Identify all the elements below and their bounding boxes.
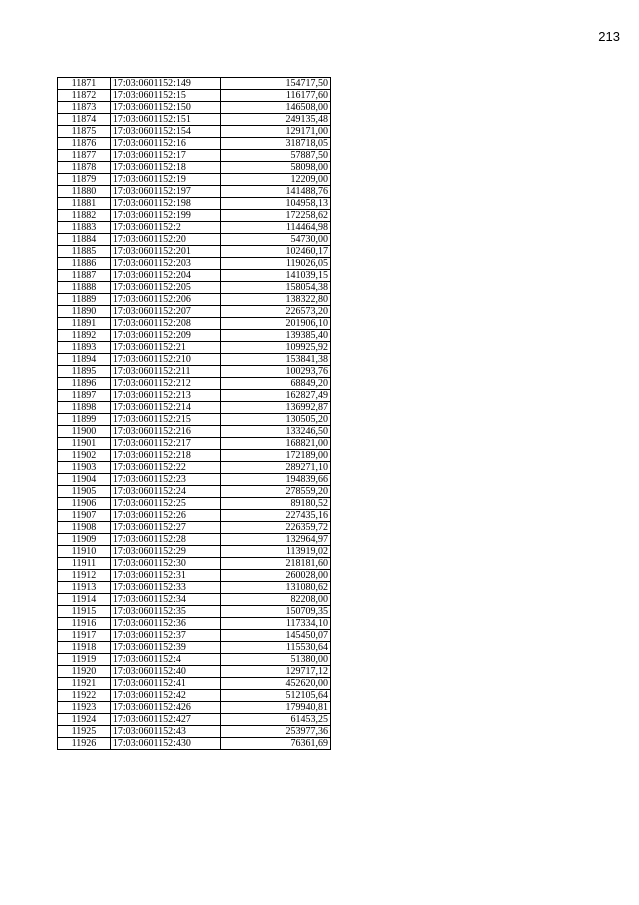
value-cell: 61453,25	[220, 714, 330, 726]
table-row	[58, 462, 331, 474]
table-row	[58, 414, 331, 426]
cadastral-number-cell: 17:03:0601152:209	[110, 330, 220, 342]
cadastral-number-cell: 17:03:0601152:25	[110, 498, 220, 510]
table-row	[58, 438, 331, 450]
value-cell: 179940,81	[220, 702, 330, 714]
table-row	[58, 366, 331, 378]
cadastral-number-cell: 17:03:0601152:43	[110, 726, 220, 738]
value-cell: 318718,05	[220, 138, 330, 150]
value-cell: 141039,15	[220, 270, 330, 282]
row-number-cell: 11872	[58, 90, 111, 102]
row-number-cell: 11895	[58, 366, 111, 378]
value-cell: 104958,13	[220, 198, 330, 210]
table-row	[58, 714, 331, 726]
value-cell: 162827,49	[220, 390, 330, 402]
row-number-cell: 11898	[58, 402, 111, 414]
row-number-cell: 11871	[58, 78, 111, 90]
row-number-cell: 11914	[58, 594, 111, 606]
table-row	[58, 222, 331, 234]
table-row	[58, 174, 331, 186]
cadastral-number-cell: 17:03:0601152:426	[110, 702, 220, 714]
table-row	[58, 594, 331, 606]
row-number-cell: 11910	[58, 546, 111, 558]
row-number-cell: 11897	[58, 390, 111, 402]
cadastral-number-cell: 17:03:0601152:210	[110, 354, 220, 366]
value-cell: 113919,02	[220, 546, 330, 558]
cadastral-number-cell: 17:03:0601152:149	[110, 78, 220, 90]
row-number-cell: 11919	[58, 654, 111, 666]
value-cell: 51380,00	[220, 654, 330, 666]
cadastral-number-cell: 17:03:0601152:201	[110, 246, 220, 258]
cadastral-number-cell: 17:03:0601152:39	[110, 642, 220, 654]
cadastral-number-cell: 17:03:0601152:19	[110, 174, 220, 186]
table-row	[58, 606, 331, 618]
cadastral-number-cell: 17:03:0601152:22	[110, 462, 220, 474]
row-number-cell: 11909	[58, 534, 111, 546]
row-number-cell: 11884	[58, 234, 111, 246]
row-number-cell: 11925	[58, 726, 111, 738]
cadastral-number-cell: 17:03:0601152:23	[110, 474, 220, 486]
cadastral-number-cell: 17:03:0601152:205	[110, 282, 220, 294]
cadastral-number-cell: 17:03:0601152:35	[110, 606, 220, 618]
value-cell: 278559,20	[220, 486, 330, 498]
table-row	[58, 630, 331, 642]
table-row	[58, 210, 331, 222]
value-cell: 119026,05	[220, 258, 330, 270]
row-number-cell: 11886	[58, 258, 111, 270]
value-cell: 226573,20	[220, 306, 330, 318]
cadastral-number-cell: 17:03:0601152:20	[110, 234, 220, 246]
table-row	[58, 330, 331, 342]
value-cell: 138322,80	[220, 294, 330, 306]
cadastral-number-cell: 17:03:0601152:30	[110, 558, 220, 570]
value-cell: 158054,38	[220, 282, 330, 294]
cadastral-number-cell: 17:03:0601152:28	[110, 534, 220, 546]
table-row	[58, 738, 331, 750]
row-number-cell: 11904	[58, 474, 111, 486]
cadastral-number-cell: 17:03:0601152:212	[110, 378, 220, 390]
value-cell: 249135,48	[220, 114, 330, 126]
row-number-cell: 11893	[58, 342, 111, 354]
cadastral-number-cell: 17:03:0601152:17	[110, 150, 220, 162]
value-cell: 100293,76	[220, 366, 330, 378]
cadastral-number-cell: 17:03:0601152:208	[110, 318, 220, 330]
cadastral-number-cell: 17:03:0601152:207	[110, 306, 220, 318]
row-number-cell: 11888	[58, 282, 111, 294]
value-cell: 131080,62	[220, 582, 330, 594]
row-number-cell: 11924	[58, 714, 111, 726]
value-cell: 168821,00	[220, 438, 330, 450]
value-cell: 117334,10	[220, 618, 330, 630]
table-row	[58, 342, 331, 354]
value-cell: 145450,07	[220, 630, 330, 642]
table-row	[58, 510, 331, 522]
row-number-cell: 11906	[58, 498, 111, 510]
cadastral-number-cell: 17:03:0601152:215	[110, 414, 220, 426]
value-cell: 68849,20	[220, 378, 330, 390]
table-row	[58, 450, 331, 462]
row-number-cell: 11922	[58, 690, 111, 702]
row-number-cell: 11908	[58, 522, 111, 534]
data-table	[57, 77, 331, 750]
value-cell: 172189,00	[220, 450, 330, 462]
row-number-cell: 11890	[58, 306, 111, 318]
row-number-cell: 11885	[58, 246, 111, 258]
value-cell: 82208,00	[220, 594, 330, 606]
row-number-cell: 11918	[58, 642, 111, 654]
table-row	[58, 294, 331, 306]
table-row	[58, 282, 331, 294]
cadastral-number-cell: 17:03:0601152:37	[110, 630, 220, 642]
row-number-cell: 11900	[58, 426, 111, 438]
row-number-cell: 11877	[58, 150, 111, 162]
cadastral-number-cell: 17:03:0601152:4	[110, 654, 220, 666]
value-cell: 452620,00	[220, 678, 330, 690]
row-number-cell: 11917	[58, 630, 111, 642]
table-row	[58, 378, 331, 390]
cadastral-number-cell: 17:03:0601152:197	[110, 186, 220, 198]
value-cell: 76361,69	[220, 738, 330, 750]
cadastral-number-cell: 17:03:0601152:36	[110, 618, 220, 630]
table-row	[58, 162, 331, 174]
cadastral-number-cell: 17:03:0601152:206	[110, 294, 220, 306]
page-number: 213	[598, 29, 620, 44]
value-cell: 129171,00	[220, 126, 330, 138]
row-number-cell: 11913	[58, 582, 111, 594]
table-row	[58, 690, 331, 702]
value-cell: 194839,66	[220, 474, 330, 486]
row-number-cell: 11903	[58, 462, 111, 474]
value-cell: 172258,62	[220, 210, 330, 222]
cadastral-number-cell: 17:03:0601152:34	[110, 594, 220, 606]
row-number-cell: 11896	[58, 378, 111, 390]
table-row	[58, 390, 331, 402]
table-row	[58, 318, 331, 330]
cadastral-number-cell: 17:03:0601152:33	[110, 582, 220, 594]
table-row	[58, 126, 331, 138]
value-cell: 116177,60	[220, 90, 330, 102]
cadastral-number-cell: 17:03:0601152:151	[110, 114, 220, 126]
cadastral-number-cell: 17:03:0601152:26	[110, 510, 220, 522]
row-number-cell: 11912	[58, 570, 111, 582]
row-number-cell: 11880	[58, 186, 111, 198]
row-number-cell: 11915	[58, 606, 111, 618]
row-number-cell: 11901	[58, 438, 111, 450]
row-number-cell: 11878	[58, 162, 111, 174]
table-row	[58, 306, 331, 318]
cadastral-number-cell: 17:03:0601152:31	[110, 570, 220, 582]
table-row	[58, 618, 331, 630]
table-row	[58, 258, 331, 270]
cadastral-number-cell: 17:03:0601152:154	[110, 126, 220, 138]
cadastral-number-cell: 17:03:0601152:198	[110, 198, 220, 210]
cadastral-number-cell: 17:03:0601152:40	[110, 666, 220, 678]
row-number-cell: 11876	[58, 138, 111, 150]
value-cell: 132964,97	[220, 534, 330, 546]
value-cell: 133246,50	[220, 426, 330, 438]
cadastral-number-cell: 17:03:0601152:42	[110, 690, 220, 702]
table-row	[58, 702, 331, 714]
cadastral-number-cell: 17:03:0601152:427	[110, 714, 220, 726]
table-row	[58, 486, 331, 498]
row-number-cell: 11892	[58, 330, 111, 342]
table-row	[58, 354, 331, 366]
row-number-cell: 11926	[58, 738, 111, 750]
value-cell: 109925,92	[220, 342, 330, 354]
row-number-cell: 11921	[58, 678, 111, 690]
table-row	[58, 270, 331, 282]
table-row	[58, 90, 331, 102]
row-number-cell: 11881	[58, 198, 111, 210]
value-cell: 253977,36	[220, 726, 330, 738]
cadastral-number-cell: 17:03:0601152:213	[110, 390, 220, 402]
row-number-cell: 11883	[58, 222, 111, 234]
table-row	[58, 498, 331, 510]
table-row	[58, 558, 331, 570]
row-number-cell: 11911	[58, 558, 111, 570]
value-cell: 201906,10	[220, 318, 330, 330]
value-cell: 260028,00	[220, 570, 330, 582]
cadastral-number-cell: 17:03:0601152:204	[110, 270, 220, 282]
row-number-cell: 11907	[58, 510, 111, 522]
cadastral-number-cell: 17:03:0601152:214	[110, 402, 220, 414]
table-row	[58, 114, 331, 126]
table-row	[58, 582, 331, 594]
value-cell: 153841,38	[220, 354, 330, 366]
table-row	[58, 198, 331, 210]
row-number-cell: 11891	[58, 318, 111, 330]
table-row	[58, 426, 331, 438]
value-cell: 512105,64	[220, 690, 330, 702]
row-number-cell: 11879	[58, 174, 111, 186]
value-cell: 129717,12	[220, 666, 330, 678]
table-row	[58, 654, 331, 666]
cadastral-number-cell: 17:03:0601152:216	[110, 426, 220, 438]
table-row	[58, 678, 331, 690]
row-number-cell: 11894	[58, 354, 111, 366]
value-cell: 114464,98	[220, 222, 330, 234]
value-cell: 226359,72	[220, 522, 330, 534]
cadastral-number-cell: 17:03:0601152:24	[110, 486, 220, 498]
value-cell: 146508,00	[220, 102, 330, 114]
table-row	[58, 234, 331, 246]
table-body	[58, 78, 331, 750]
table-row	[58, 546, 331, 558]
value-cell: 154717,50	[220, 78, 330, 90]
table-row	[58, 138, 331, 150]
table-row	[58, 186, 331, 198]
value-cell: 139385,40	[220, 330, 330, 342]
table-row	[58, 474, 331, 486]
table-row	[58, 522, 331, 534]
row-number-cell: 11923	[58, 702, 111, 714]
value-cell: 54730,00	[220, 234, 330, 246]
value-cell: 57887,50	[220, 150, 330, 162]
cadastral-number-cell: 17:03:0601152:217	[110, 438, 220, 450]
table-row	[58, 102, 331, 114]
cadastral-number-cell: 17:03:0601152:27	[110, 522, 220, 534]
value-cell: 227435,16	[220, 510, 330, 522]
row-number-cell: 11916	[58, 618, 111, 630]
value-cell: 289271,10	[220, 462, 330, 474]
table-row	[58, 642, 331, 654]
row-number-cell: 11873	[58, 102, 111, 114]
row-number-cell: 11905	[58, 486, 111, 498]
value-cell: 102460,17	[220, 246, 330, 258]
table-row	[58, 726, 331, 738]
value-cell: 58098,00	[220, 162, 330, 174]
value-cell: 89180,52	[220, 498, 330, 510]
cadastral-number-cell: 17:03:0601152:21	[110, 342, 220, 354]
row-number-cell: 11887	[58, 270, 111, 282]
value-cell: 12209,00	[220, 174, 330, 186]
row-number-cell: 11882	[58, 210, 111, 222]
cadastral-number-cell: 17:03:0601152:430	[110, 738, 220, 750]
row-number-cell: 11889	[58, 294, 111, 306]
table-row	[58, 534, 331, 546]
table-row	[58, 150, 331, 162]
row-number-cell: 11902	[58, 450, 111, 462]
cadastral-number-cell: 17:03:0601152:15	[110, 90, 220, 102]
cadastral-number-cell: 17:03:0601152:41	[110, 678, 220, 690]
cadastral-number-cell: 17:03:0601152:2	[110, 222, 220, 234]
cadastral-number-cell: 17:03:0601152:203	[110, 258, 220, 270]
cadastral-number-cell: 17:03:0601152:211	[110, 366, 220, 378]
table-row	[58, 570, 331, 582]
table-row	[58, 78, 331, 90]
cadastral-number-cell: 17:03:0601152:16	[110, 138, 220, 150]
value-cell: 150709,35	[220, 606, 330, 618]
row-number-cell: 11899	[58, 414, 111, 426]
table-row	[58, 246, 331, 258]
value-cell: 218181,60	[220, 558, 330, 570]
cadastral-number-cell: 17:03:0601152:29	[110, 546, 220, 558]
cadastral-number-cell: 17:03:0601152:199	[110, 210, 220, 222]
row-number-cell: 11874	[58, 114, 111, 126]
value-cell: 136992,87	[220, 402, 330, 414]
cadastral-number-cell: 17:03:0601152:218	[110, 450, 220, 462]
row-number-cell: 11875	[58, 126, 111, 138]
table-row	[58, 402, 331, 414]
value-cell: 141488,76	[220, 186, 330, 198]
cadastral-number-cell: 17:03:0601152:18	[110, 162, 220, 174]
cadastral-number-cell: 17:03:0601152:150	[110, 102, 220, 114]
value-cell: 130505,20	[220, 414, 330, 426]
row-number-cell: 11920	[58, 666, 111, 678]
value-cell: 115530,64	[220, 642, 330, 654]
table-row	[58, 666, 331, 678]
